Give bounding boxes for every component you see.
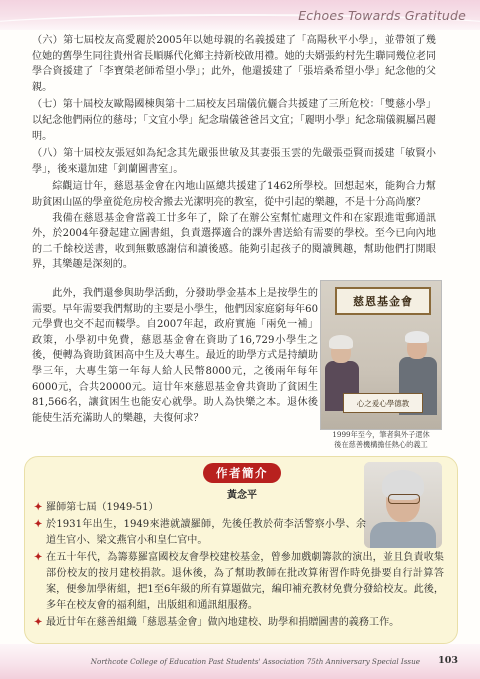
page-number: 103 [438, 655, 458, 666]
bio-item [34, 500, 366, 516]
photo-caption-line-2: 後在慈善機構擔任熱心的義工 [334, 440, 428, 449]
bio-item [34, 517, 366, 549]
photo-plaque-top: 慈恩基金會 [335, 287, 431, 315]
footer-publication-title: Northcote College of Education Past Students' Association 75th Anniversary Special Issue [90, 657, 420, 666]
paragraph-item-8: （八）第十屆校友張冠如為紀念其先嚴張世敏及其妻張玉雲的先嚴張亞賢而援建「敏賢小學」，後來還加建「釗蘭圖書室」。 [32, 148, 436, 175]
author-name: 黃念平 [227, 490, 257, 501]
bio-item-text: 羅師第七屆（1949-51） [46, 502, 159, 513]
photo-caption [322, 430, 440, 450]
paragraph-item-7: （七）第十屆校友歐陽國棟與第十二屆校友呂瑞儀伉儷合共援建了三所危校：「雙慈小學」以紀念他們兩位的慈母；「文宜小學」紀念瑞儀爸爸呂文宜；「麗明小學」紀念瑞儀親屬呂麗明。 [32, 99, 436, 142]
body-text-top [32, 33, 436, 273]
bio-item-text: 於1931年出生，1949來港就讀羅師，先後任教於荷李活警察小學、余道生官小、梁文燕官小和皇仁官中。 [46, 519, 366, 546]
bio-item-text: 在五十年代，為籌募羅富國校友會學校建校基金，曾參加戲劇籌款的演出，並且負責收集部份校友的按月建校捐款。退休後，為了幫助教師在批改算術習作時免掛要自行計算答案，便參加學術組，把1至6年級的所有算題做完，編印補充教材免費分發給校友。此後，多年在校友會的福利組，出版組和通訊組服務。 [46, 552, 444, 611]
bullet-icon: ✦ [34, 552, 43, 563]
body-text-left [32, 286, 318, 426]
paragraph-summary: 綜觀這廿年，慈恩基金會在內地山區總共援建了1462所學校。回想起來，能夠合力幫助貧困山區的學童從危房校舍搬去光潔明亮的教室，從中引起的樂趣，不是十分高尚麼？ [32, 181, 436, 208]
bullet-icon: ✦ [34, 617, 43, 628]
paragraph-scholarship: 此外，我們還參與助學活動，分發助學金基本上是按學生的需要。早年需要我們幫助的主要是小學生，他們因家庭窮每年60元學費也交不起而輟學。自2007年起，政府實施「兩免一補」政策，小學初中免費，慈恩基金會在資助了16,729小學生之後，便轉為資助貧困高中生及大專生。最近的助學方式是持續助學三年，大專生第一年每人給人民幣8000元，之後兩年每年6000元，合共20000元。這廿年來慈恩基金會共資助了貧困生81,566名，讓貧困生也能安心就學。助人為快樂之本。退休後能使生活充滿助人的樂趣，夫復何求？ [32, 288, 318, 424]
author-bio-title: 作者簡介 [216, 466, 268, 480]
bio-item [34, 615, 444, 631]
bullet-icon: ✦ [34, 519, 43, 530]
photo-person-left-hair [329, 335, 353, 349]
photo-person-right-hair [405, 331, 429, 343]
photo-plaque-bottom: 心之爰心學德教 [343, 393, 423, 413]
photo-volunteers [320, 280, 442, 430]
running-header-title: Echoes Towards Gratitude [298, 8, 466, 23]
paragraph-item-6: （六）第七屆校友高愛麗於2005年以她母親的名義援建了「高陽秋平小學」，並帶領了幾位她的舊學生同往貴州省長順縣代化鄉主持新校啟用禮。她的夫婿張約村先生聯同幾位老同學合資援建了「李寶榮老師希望小學」；此外，他還援建了「張培桑希望小學」紀念他的父親。 [32, 35, 436, 93]
bio-item-text: 最近廿年在慈善組織「慈恩基金會」做內地建校、助學和捐贈圖書的義務工作。 [46, 617, 400, 628]
photo-caption-line-1: 1999年至今，筆者與外子還休 [332, 430, 430, 439]
author-bio-list [34, 500, 444, 632]
author-bio-title-badge [203, 463, 281, 483]
bullet-icon: ✦ [34, 502, 43, 513]
paragraph-library: 我備在慈恩基金會當義工廿多年了，除了在辦公室幫忙處理文件和在家跟進電郵通訊外，於2004年發起建立圖書組，負責選擇適合的課外書送給有需要的學校。至今已向內地的二千餘校送書，收到無數感謝信和讀後感。能夠引起孩子的閱讀興趣，幫助他們打開眼界，其樂趣是深刻的。 [32, 212, 436, 271]
bio-item [34, 550, 444, 614]
